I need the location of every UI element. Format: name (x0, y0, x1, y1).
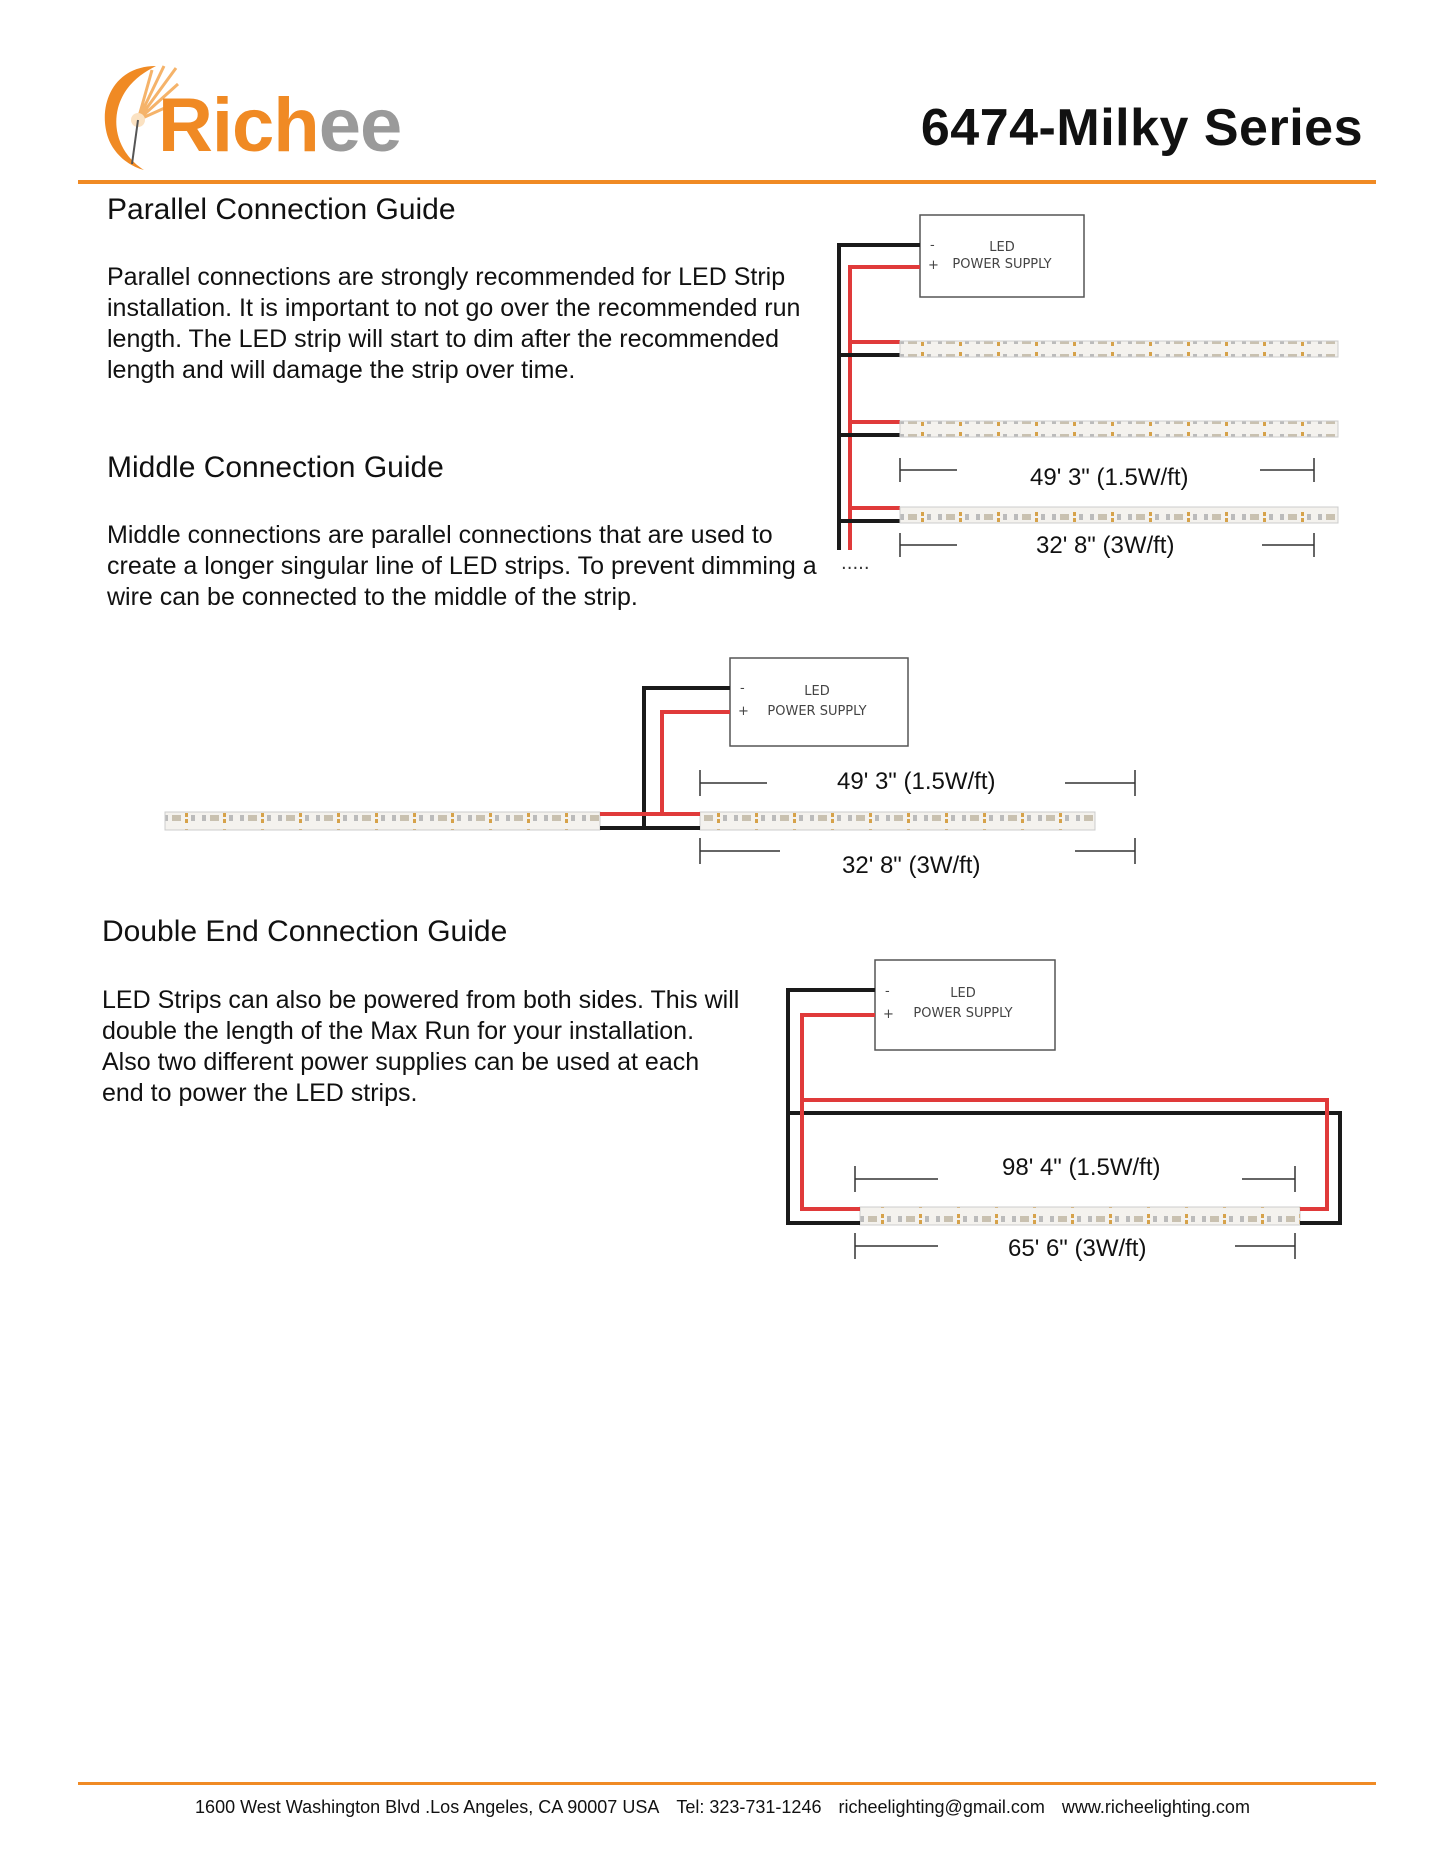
psu-plus-label: + (738, 704, 749, 719)
brand-wordmark-orange: Rich (158, 83, 319, 168)
led-strip-left (165, 812, 600, 830)
parallel-connection-diagram (820, 205, 1340, 575)
led-strip (900, 341, 1338, 357)
footer-website[interactable]: www.richeelighting.com (1061, 1797, 1250, 1817)
psu-label-line2: POWER SUPPLY (952, 257, 1052, 272)
brand-wordmark-gray: ee (318, 83, 402, 168)
parallel-heading: Parallel Connection Guide (107, 193, 456, 226)
middle-length-high: 32' 8" (3W/ft) (842, 852, 981, 879)
parallel-length-high: 32' 8" (3W/ft) (1036, 532, 1175, 559)
brand-wordmark (158, 83, 402, 168)
footer-email[interactable]: richeelighting@gmail.com (838, 1797, 1045, 1817)
middle-connection-diagram (160, 650, 1140, 880)
psu-minus-label: - (740, 681, 745, 696)
psu-label-line1: LED (804, 684, 830, 699)
branch-1 (839, 341, 1338, 357)
psu-plus-label: + (883, 1007, 894, 1022)
led-strip (860, 1207, 1300, 1225)
negative-wire (600, 688, 730, 828)
double-body: LED Strips can also be powered from both sides. This will double the length of the Max Run for your installation. Also two different power supplies can be used at each end to power the LED strips. (102, 986, 740, 1107)
psu-label-line2: POWER SUPPLY (767, 704, 867, 719)
power-supply-box (875, 960, 1055, 1050)
psu-label-line1: LED (989, 240, 1015, 255)
branch-2 (839, 421, 1338, 437)
branch-3 (839, 507, 1338, 523)
double-length-high: 65' 6" (3W/ft) (1008, 1235, 1147, 1262)
double-end-connection-diagram (780, 955, 1360, 1275)
footer-rule (78, 1782, 1376, 1785)
psu-minus-label: - (930, 238, 935, 253)
middle-body: Middle connections are parallel connections that are used to create a longer singular line of LED strips. To prevent dimming a wire can be connected to the middle of the strip. (107, 521, 817, 611)
led-strip-right (700, 812, 1095, 830)
middle-length-low: 49' 3" (1.5W/ft) (837, 768, 996, 795)
parallel-body: Parallel connections are strongly recommended for LED Strip installation. It is important to not go over the recommended run length. The LED strip will start to dim after the recommended length and will damage the strip over time. (107, 263, 801, 384)
middle-heading: Middle Connection Guide (107, 451, 444, 484)
series-title: 6474-Milky Series (920, 99, 1363, 157)
psu-plus-label: + (928, 258, 939, 273)
psu-label-line1: LED (950, 986, 976, 1001)
footer-phone: Tel: 323-731-1246 (676, 1797, 822, 1817)
footer-contact (0, 1797, 1445, 1818)
footer-address: 1600 West Washington Blvd .Los Angeles, CA 90007 USA (195, 1797, 660, 1817)
power-supply-box (920, 215, 1084, 297)
led-strip (900, 507, 1338, 523)
double-length-low: 98' 4" (1.5W/ft) (1002, 1154, 1161, 1181)
positive-wire (600, 712, 730, 814)
power-supply-box (730, 658, 908, 746)
led-strip (900, 421, 1338, 437)
header-rule (78, 180, 1376, 184)
parallel-length-low: 49' 3" (1.5W/ft) (1030, 464, 1189, 491)
psu-minus-label: - (885, 984, 890, 999)
continuation-dots: ..... (841, 553, 870, 574)
psu-label-line2: POWER SUPPLY (913, 1006, 1013, 1021)
double-heading: Double End Connection Guide (102, 915, 508, 948)
